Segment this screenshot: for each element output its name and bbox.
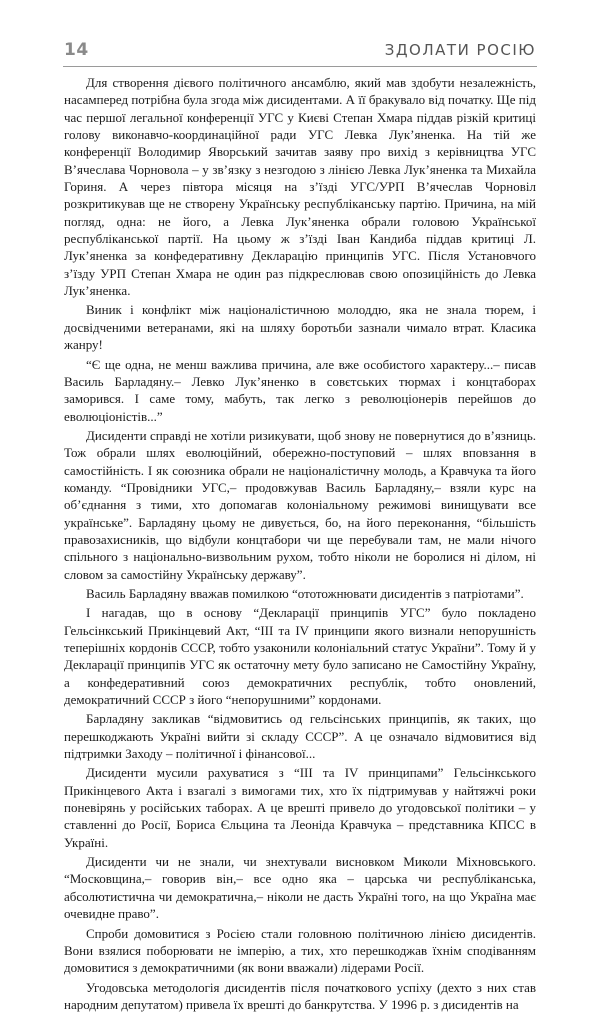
- paragraph: Дисиденти справді не хотіли ризикувати, щоб знову не повернутися до в’язниць. Тож обрали шлях еволюційний, обережно-поступовий – шлях вповзання в самостійність. І як союзника обрали не націоналістичну молодь, а Кравчука та його команду. “Провідники УГС,– продовжував Василь Барладяну,– взяли курс на об’єднання з тими, хто допомагав колоніальному режимові винищувати все українське”. Барладяну цьому не дивується, бо, на його переконання, “більшість правозахисників, що відбули концтабори чи ще перебували там, не мали нічого спільного з національно-визвольним рухом, тобто ніколи не боролися ні ділом, ні словом за самостійну Українську державу”.: [64, 427, 536, 582]
- paragraph: Спроби домовитися з Росією стали головною політичною лінією дисидентів. Вони взялися поборювати не імперію, а тих, хто перешкоджав їхнім сподіванням домовитися з демократичними (як вони вважали) лідерами Росії.: [64, 925, 536, 976]
- paragraph: Угодовська методологія дисидентів після початкового успіху (дехто з них став народним депутатом) привела їх врешті до банкрутства. У 1996 р. з дисидентів на: [64, 979, 536, 1012]
- page-number: 14: [64, 40, 89, 60]
- paragraph: Василь Барладяну вважав помилкою “ототожнювати дисидентів з патріотами”.: [86, 585, 524, 601]
- running-title: ЗДОЛАТИ РОСІЮ: [384, 41, 536, 59]
- paragraph: Виник і конфлікт між націоналістичною молоддю, яка не знала тюрем, і досвідченими ветеранами, які на шляху боротьби зазнали чимало втрат. Класика жанру!: [64, 302, 536, 353]
- paragraph: “Є ще одна, не менш важлива причина, але вже особистого характеру...– писав Василь Барладяну.– Левко Лук’яненко в совєтських тюрмах і концтаборах заморився. І саме тому, мабуть, так легко з революціонерів перейшов до еволюціоністів...”: [64, 356, 536, 424]
- header-rule: [63, 66, 537, 67]
- paragraph: І нагадав, що в основу “Декларації принципів УГС” було покладено Гельсінкський Прикінцевий Акт, “ІІІ та IV принципи якого визнали непорушність теперішніх кордонів СССР, тобто узаконили колоніальний статус України”. Тому й у Декларації принципів УГС як остаточну мету було записано не Самостійну Україну, а конфедеративний союз демократичних республік, тобто оновлений, демократичний СССР з його “непорушними” кордонами.: [64, 605, 536, 708]
- paragraph: Для створення дієвого політичного ансамблю, який мав здобути незалежність, насамперед потрібна була згода між дисидентами. А її бракувало від початку. Ще під час першої легальної конференції УГС у Києві Степан Хмара піддав різкій критиці голову виконавчо-координаційної ради УГС Левка Лук’яненка. На тій же конференції Володимир Яворський зачитав заяву про вихід з керівництва УГС В’ячеслава Чорновола – у зв’язку з незгодою з лінією Левка Лук’яненка та Михайла Гориня. А через півтора місяця на з’їзді УГС/УРП В’ячеслав Чорновіл розкритикував ще не створену Українську республіканську партію. Причина, на мій погляд, одна: не його, а Левка Лук’яненка обрали головою Української республіканської партії. На цьому ж з’їзді Іван Кандиба піддав критиці Л. Лук’яненка за конфедеративну Декларацію принципів УГС. Після Установчого з’їзду УРП Степан Хмара не один раз підкреслював свою опозиційність до Левка Лук’яненка.: [64, 75, 536, 299]
- paragraph: Дисиденти чи не знали, чи знехтували висновком Миколи Міхновського. “Московщина,– говорив він,– все одно яка – царська чи республіканська, абсолютистична чи демократична,– ніколи не дасть Україні того, на що Україна має очевидне право”.: [64, 854, 536, 922]
- paragraph: Дисиденти мусили рахуватися з “ІІІ та IV принципами” Гельсінкського Прикінцевого Акта і взагалі з вимогами тих, хто їх підтримував у найтяжчі роки поневірянь у російських таборах. А це врешті привело до угодовської політики – у ставленні до Росії, Бориса Єльцина та Леоніда Кравчука – представника КПСС в Україні.: [64, 765, 536, 850]
- body-text: [64, 74, 536, 1013]
- paragraph: Барладяну закликав “відмовитись од гельсінських принципів, як таких, що перешкоджають Україні вийти зі складу СССР”. А це означало відмовитися від підтримки Заходу – політичної і фінансової...: [64, 711, 536, 762]
